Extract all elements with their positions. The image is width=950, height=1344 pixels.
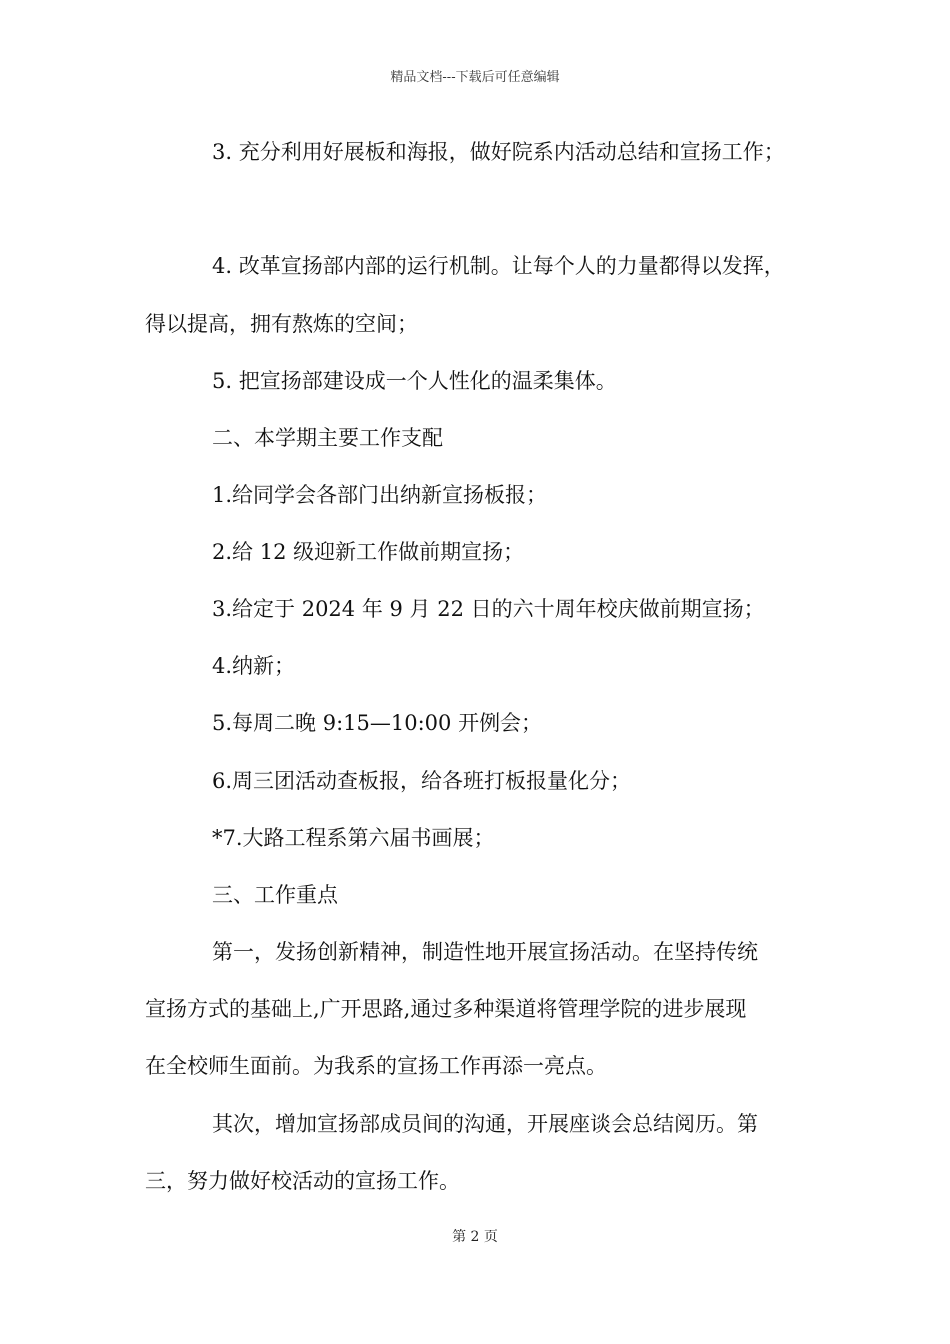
paragraph-line: 其次，增加宣扬部成员间的沟通，开展座谈会总结阅历。第 [212,1112,758,1136]
paragraph-line: 5. 把宣扬部建设成一个人性化的温柔集体。 [212,369,617,393]
list-item: 4.纳新； [212,654,296,678]
list-item: 2.给 12 级迎新工作做前期宣扬； [212,540,525,564]
paragraph-line: 4. 改革宣扬部内部的运行机制。让每个人的力量都得以发挥， [212,254,785,278]
section-heading: 三、工作重点 [212,883,338,907]
list-item: 1.给同学会各部门出纳新宣扬板报； [212,483,548,507]
page-header: 精品文档---下载后可任意编辑 [390,70,560,85]
list-item: 3.给定于 2024 年 9 月 22 日的六十周年校庆做前期宣扬； [212,597,765,621]
list-item: 5.每周二晚 9:15—10:00 开例会； [212,711,543,735]
paragraph-line: 三，努力做好校活动的宣扬工作。 [145,1169,460,1193]
page-number: 第 2 页 [452,1229,498,1245]
paragraph-line: 3. 充分利用好展板和海报，做好院系内活动总结和宣扬工作； [212,140,785,164]
paragraph-line: 宣扬方式的基础上,广开思路,通过多种渠道将管理学院的进步展现 [145,997,747,1021]
section-heading: 二、本学期主要工作支配 [212,426,443,450]
list-item: *7.大路工程系第六届书画展； [212,826,495,850]
paragraph-line: 得以提高，拥有熬炼的空间； [145,312,418,336]
paragraph-line: 第一，发扬创新精神，制造性地开展宣扬活动。在坚持传统 [212,940,758,964]
list-item: 6.周三团活动查板报，给各班打板报量化分； [212,769,632,793]
paragraph-line: 在全校师生面前。为我系的宣扬工作再添一亮点。 [145,1054,607,1078]
